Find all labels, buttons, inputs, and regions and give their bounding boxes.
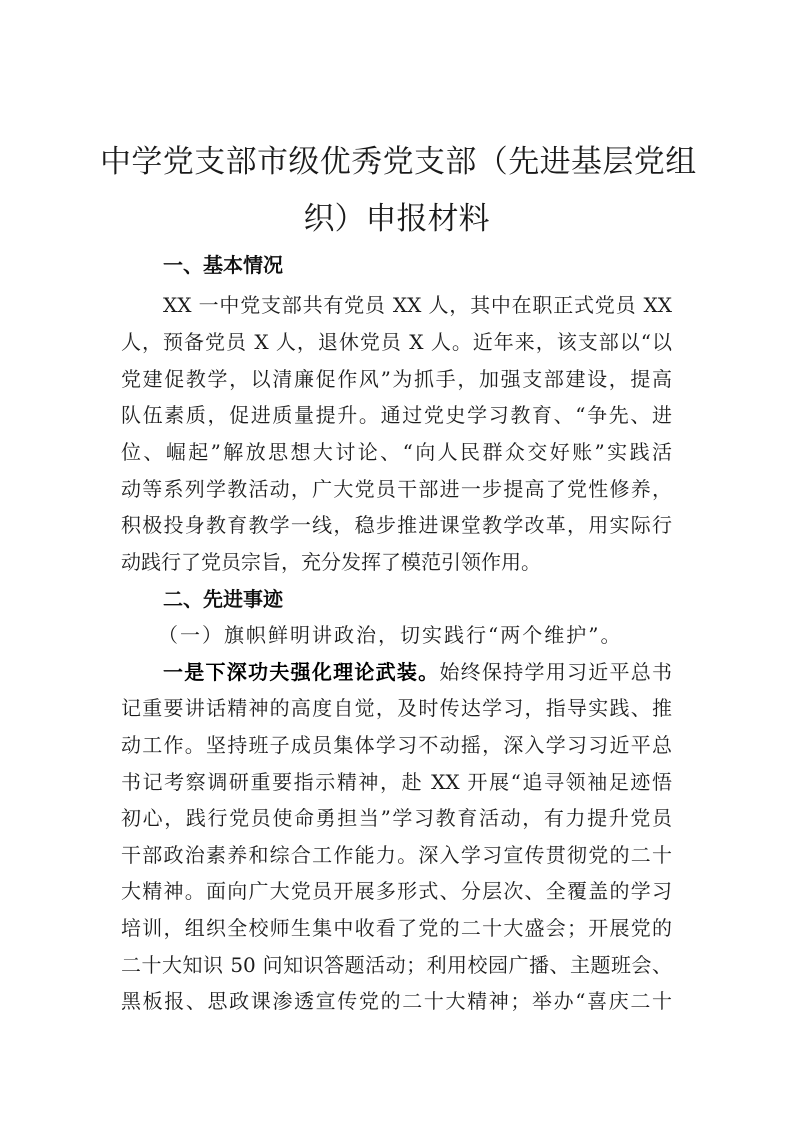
document-title-line-1: 中学党支部市级优秀党支部（先进基层党组 (100, 144, 697, 180)
paragraph-line: 动工作。坚持班子成员集体学习不动摇，深入学习习近平总 (121, 733, 672, 757)
paragraph-line: 初心，践行党员使命勇担当”学习教育活动，有力提升党员 (121, 806, 672, 830)
paragraph-line: 动践行了党员宗旨，充分发挥了模范引领作用。 (121, 550, 541, 574)
paragraph-line: 黑板报、思政课渗透宣传党的二十大精神；举办“喜庆二十 (121, 989, 672, 1013)
paragraph-line: XX 一中党支部共有党员 XX 人，其中在职正式党员 XX (163, 293, 672, 317)
paragraph-line-lead (163, 657, 672, 687)
paragraph-line: 党建促教学，以清廉促作风”为抓手，加强支部建设，提高 (121, 367, 672, 391)
paragraph-line: 位、崛起”解放思想大讨论、“向人民群众交好账”实践活 (121, 440, 672, 464)
section-heading-achievements: 二、先进事迹 (163, 587, 283, 611)
document-title-line-2: 织）申报材料 (303, 201, 490, 237)
paragraph-line: 大精神。面向广大党员开展多形式、分层次、全覆盖的学习 (121, 879, 672, 903)
paragraph-line: 人，预备党员 X 人，退休党员 X 人。近年来，该支部以“以 (121, 330, 672, 354)
paragraph-line: 记重要讲话精神的高度自觉，及时传达学习，指导实践、推 (121, 696, 672, 720)
lead-bold-text: 一是下深功夫强化理论武装。 (163, 660, 440, 684)
subsection-heading: （一）旗帜鲜明讲政治，切实践行“两个维护”。 (158, 623, 623, 647)
paragraph-line: 书记考察调研重要指示精神，赴 XX 开展“追寻领袖足迹悟 (121, 770, 672, 794)
paragraph-line: 队伍素质，促进质量提升。通过党史学习教育、“争先、进 (121, 403, 672, 427)
paragraph-line: 培训，组织全校师生集中收看了党的二十大盛会；开展党的 (121, 916, 672, 940)
paragraph-line: 干部政治素养和综合工作能力。深入学习宣传贯彻党的二十 (121, 843, 672, 867)
paragraph-line: 积极投身教育教学一线，稳步推进课堂教学改革，用实际行 (121, 513, 672, 537)
section-heading-basic-info: 一、基本情况 (163, 253, 283, 277)
lead-rest-text: 始终保持学用习近平总书 (439, 660, 673, 684)
paragraph-line: 动等系列学教活动，广大党员干部进一步提高了党性修养， (121, 477, 672, 501)
paragraph-line: 二十大知识 50 问知识答题活动；利用校园广播、主题班会、 (121, 953, 672, 977)
